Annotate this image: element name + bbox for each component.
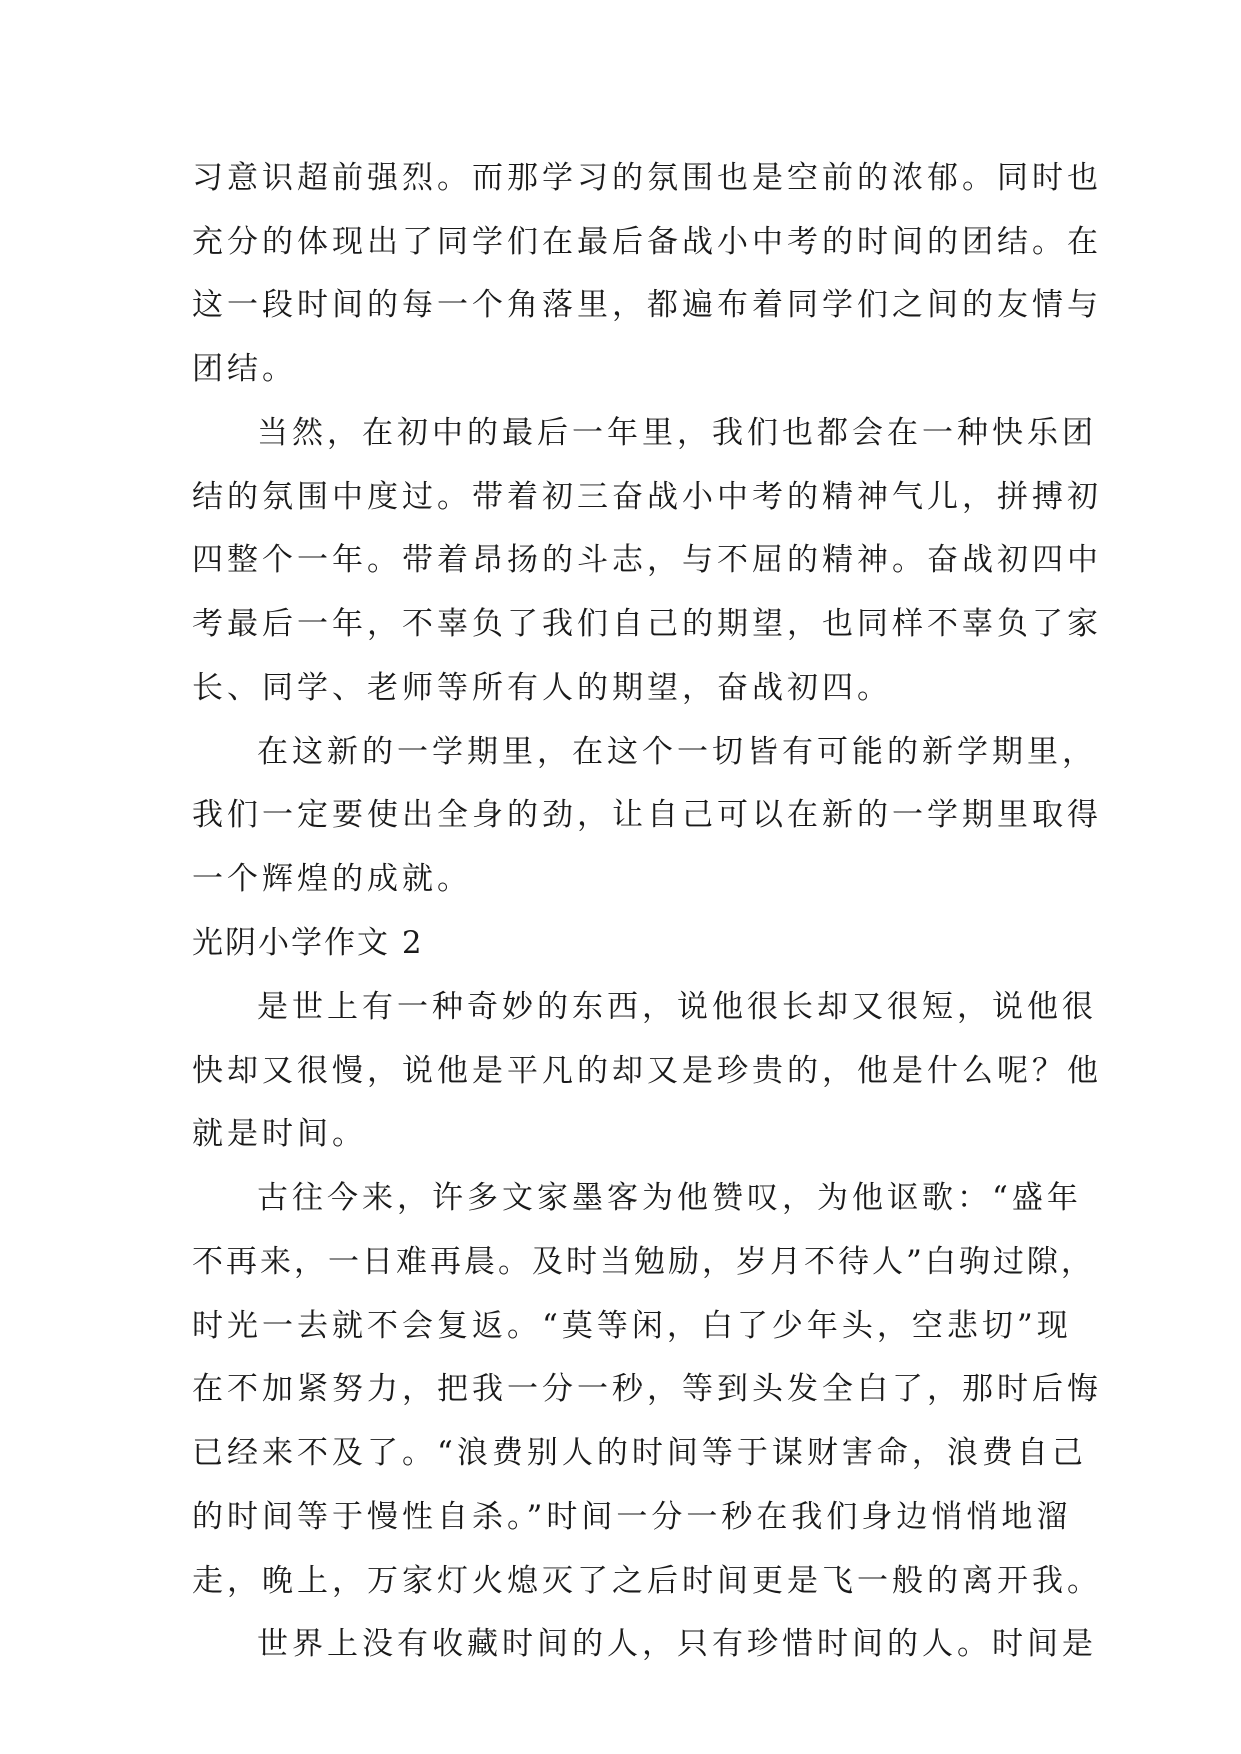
text-line: 已经来不及了。“浪费别人的时间等于谋财害命，浪费自己 xyxy=(192,1435,1087,1471)
text-line: 在这新的一学期里，在这个一切皆有可能的新学期里， xyxy=(257,734,1097,770)
text-line: 长、同学、老师等所有人的期望，奋战初四。 xyxy=(192,670,892,706)
text-line: 在不加紧努力，把我一分一秒，等到头发全白了，那时后悔 xyxy=(192,1371,1102,1407)
text-line: 一个辉煌的成就。 xyxy=(192,861,472,897)
text-line: 团结。 xyxy=(192,351,297,387)
text-line: 我们一定要使出全身的劲，让自己可以在新的一学期里取得 xyxy=(192,797,1102,833)
text-line: 时光一去就不会复返。“莫等闲，白了少年头，空悲切”现 xyxy=(192,1308,1072,1344)
text-line: 结的氛围中度过。带着初三奋战小中考的精神气儿，拼搏初 xyxy=(192,479,1102,515)
text-line: 四整个一年。带着昂扬的斗志，与不屈的精神。奋战初四中 xyxy=(192,542,1102,578)
text-line: 的时间等于慢性自杀。”时间一分一秒在我们身边悄悄地溜 xyxy=(192,1499,1072,1535)
text-line: 不再来，一日难再晨。及时当勉励，岁月不待人”白驹过隙， xyxy=(192,1244,1095,1280)
section-heading: 光阴小学作文 2 xyxy=(192,925,424,961)
text-line: 当然，在初中的最后一年里，我们也都会在一种快乐团 xyxy=(257,415,1097,451)
text-line: 习意识超前强烈。而那学习的氛围也是空前的浓郁。同时也 xyxy=(192,160,1102,196)
text-line: 考最后一年，不辜负了我们自己的期望，也同样不辜负了家 xyxy=(192,606,1102,642)
text-line: 是世上有一种奇妙的东西，说他很长却又很短，说他很 xyxy=(257,989,1097,1025)
text-line: 世界上没有收藏时间的人，只有珍惜时间的人。时间是 xyxy=(257,1626,1097,1662)
text-line: 古往今来，许多文家墨客为他赞叹，为他讴歌：“盛年 xyxy=(257,1180,1082,1216)
text-line: 就是时间。 xyxy=(192,1116,367,1152)
text-line: 走，晚上，万家灯火熄灭了之后时间更是飞一般的离开我。 xyxy=(192,1563,1102,1599)
text-line: 充分的体现出了同学们在最后备战小中考的时间的团结。在 xyxy=(192,224,1102,260)
text-line: 快却又很慢，说他是平凡的却又是珍贵的，他是什么呢？他 xyxy=(192,1053,1102,1089)
text-line: 这一段时间的每一个角落里，都遍布着同学们之间的友情与 xyxy=(192,287,1102,323)
